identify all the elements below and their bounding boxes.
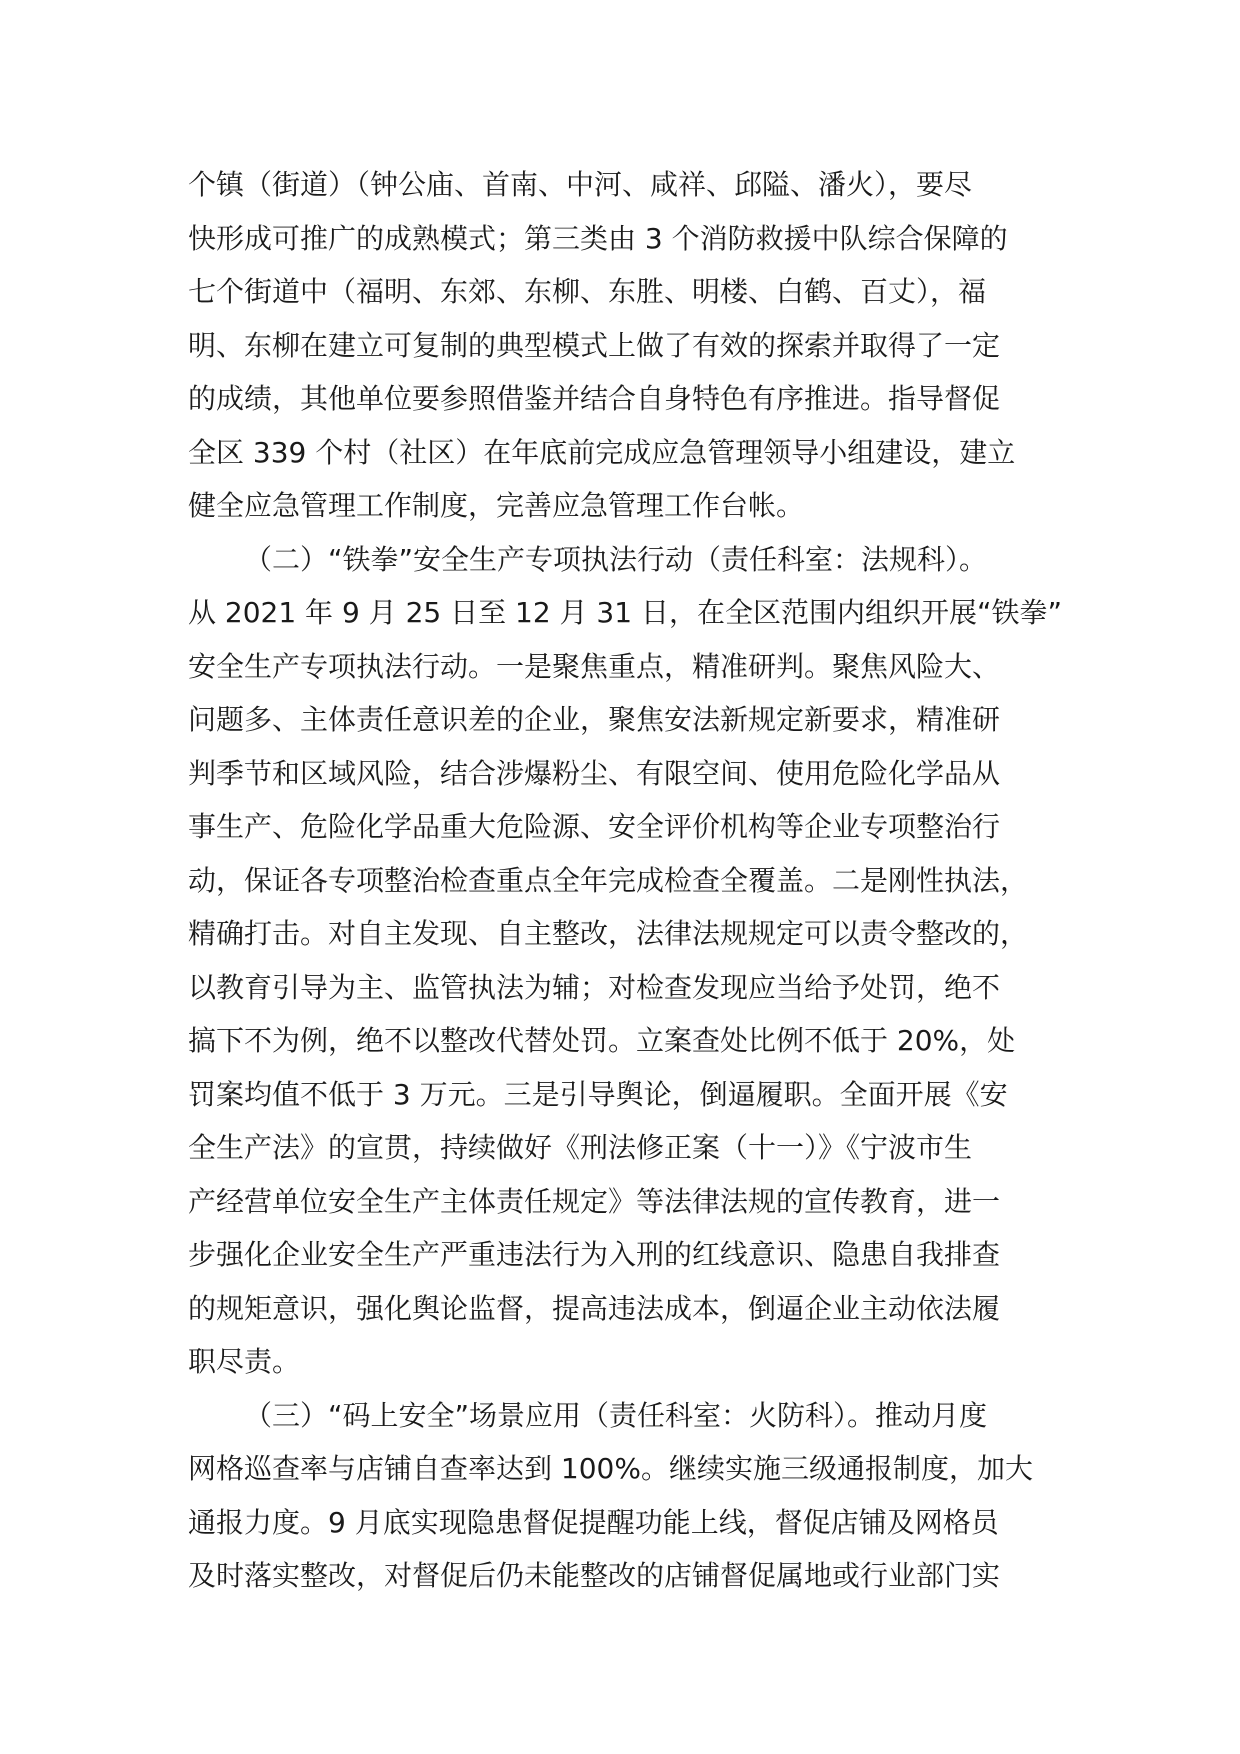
text-line: 通报力度。9 月底实现隐患督促提醒功能上线，督促店铺及网格员 <box>188 1505 999 1539</box>
text-line: 七个街道中（福明、东郊、东柳、东胜、明楼、白鹤、百丈），福 <box>188 275 987 308</box>
text-line: 以教育引导为主、监管执法为辅；对检查发现应当给予处罚，绝不 <box>188 970 1001 1004</box>
text-line: 安全生产专项执法行动。一是聚焦重点，精准研判。聚焦风险大、 <box>188 649 1001 683</box>
text-line: 判季节和区域风险，结合涉爆粉尘、有限空间、使用危险化学品从 <box>188 756 1001 790</box>
text-line: 及时落实整改，对督促后仍未能整改的店铺督促属地或行业部门实 <box>188 1559 1001 1592</box>
text-line: 健全应急管理工作制度，完善应急管理工作台帐。 <box>188 489 805 522</box>
text-line: 明、东柳在建立可复制的典型模式上做了有效的探索并取得了一定 <box>188 328 1001 362</box>
text-line: 事生产、危险化学品重大危险源、安全评价机构等企业专项整治行 <box>188 810 1001 843</box>
text-line: 精确打击。对自主发现、自主整改，法律法规规定可以责令整改的， <box>188 917 1029 950</box>
text-line: 搞下不为例，绝不以整改代替处罚。立案查处比例不低于 20%，处 <box>188 1024 1016 1057</box>
text-line: 快形成可推广的成熟模式；第三类由 3 个消防救援中队综合保障的 <box>188 221 1008 255</box>
text-line: 产经营单位安全生产主体责任规定》等法律法规的宣传教育，进一 <box>188 1184 1001 1218</box>
text-line: 从 2021 年 9 月 25 日至 12 月 31 日，在全区范围内组织开展“铁拳” <box>188 596 1062 629</box>
document-body <box>188 158 1080 1603</box>
text-line: 动，保证各专项整治检查重点全年完成检查全覆盖。二是刚性执法， <box>188 863 1029 897</box>
text-line: 的规矩意识，强化舆论监督，提高违法成本，倒逼企业主动依法履 <box>188 1291 1001 1325</box>
text-line: 个镇（街道）（钟公庙、首南、中河、咸祥、邱隘、潘火），要尽 <box>188 168 973 201</box>
text-line: 罚案均值不低于 3 万元。三是引导舆论，倒逼履职。全面开展《安 <box>188 1077 1008 1111</box>
text-line: 全生产法》的宣贯，持续做好《刑法修正案（十一）》《宁波市生 <box>188 1131 973 1164</box>
text-line: 职尽责。 <box>188 1345 301 1378</box>
text-line: 的成绩，其他单位要参照借鉴并结合自身特色有序推进。指导督促 <box>188 382 1001 415</box>
text-line: 网格巡查率与店铺自查率达到 100%。继续实施三级通报制度，加大 <box>188 1452 1033 1485</box>
text-line: 问题多、主体责任意识差的企业，聚焦安法新规定新要求，精准研 <box>188 703 1001 736</box>
section-heading-line: （三）“码上安全”场景应用（责任科室：火防科）。推动月度 <box>244 1398 988 1432</box>
text-line: 步强化企业安全生产严重违法行为入刑的红线意识、隐患自我排查 <box>188 1238 1001 1271</box>
text-line: 全区 339 个村（社区）在年底前完成应急管理领导小组建设，建立 <box>188 435 1016 469</box>
section-heading-line: （二）“铁拳”安全生产专项执法行动（责任科室：法规科）。 <box>244 542 988 576</box>
